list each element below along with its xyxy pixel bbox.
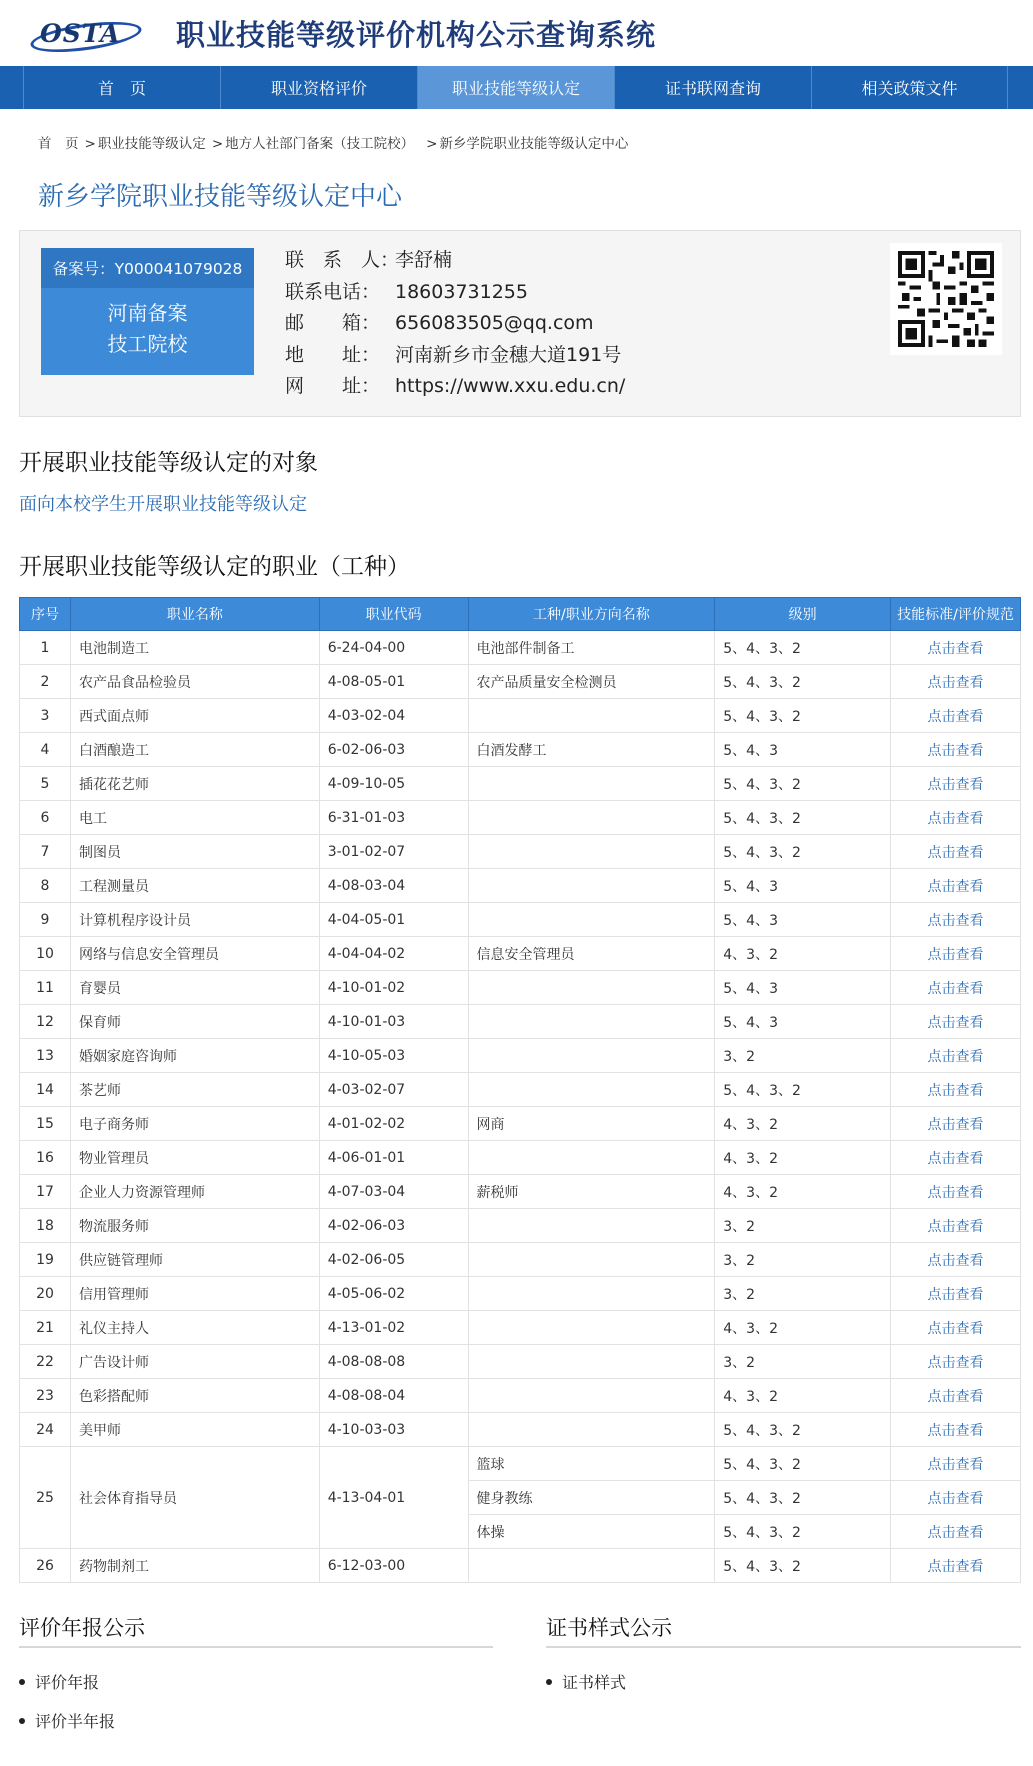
cell-no: 14	[20, 1073, 71, 1107]
table-row	[20, 699, 1021, 733]
cell-level: 4、3、2	[715, 1311, 891, 1345]
table-row	[20, 1277, 1021, 1311]
half-year-report-label[interactable]: 评价半年报	[35, 1712, 116, 1731]
cell-level: 5、4、3、2	[715, 699, 891, 733]
cell-no: 17	[20, 1175, 71, 1209]
bullet-icon	[19, 1718, 25, 1724]
address-label: 地 址：	[285, 343, 381, 366]
view-standard-link[interactable]: 点击查看	[891, 1515, 1021, 1549]
cell-no: 19	[20, 1243, 71, 1277]
table-row	[20, 1107, 1021, 1141]
osta-logo[interactable]	[26, 10, 146, 56]
cell-level: 5、4、3、2	[715, 1447, 891, 1481]
half-year-report-link[interactable]	[19, 1709, 115, 1732]
badge-line-type: 技工院校	[107, 332, 188, 356]
cell-occupation-code: 4-08-08-08	[319, 1345, 468, 1379]
cell-occupation-code: 6-12-03-00	[319, 1549, 468, 1583]
table-row	[20, 1073, 1021, 1107]
view-standard-link[interactable]: 点击查看	[891, 1005, 1021, 1039]
cell-occupation-name: 礼仪主持人	[70, 1311, 319, 1345]
view-standard-link[interactable]: 点击查看	[891, 1447, 1021, 1481]
cell-job-type	[468, 971, 715, 1005]
nav-qualification-evaluation[interactable]: 职业资格评价	[220, 66, 417, 109]
table-row	[20, 767, 1021, 801]
cell-occupation-code: 4-02-06-05	[319, 1243, 468, 1277]
cell-occupation-code: 4-05-06-02	[319, 1277, 468, 1311]
cell-level: 5、4、3、2	[715, 1515, 891, 1549]
table-row	[20, 1243, 1021, 1277]
view-standard-link[interactable]: 点击查看	[891, 767, 1021, 801]
cell-occupation-code: 4-04-05-01	[319, 903, 468, 937]
cell-job-type	[468, 767, 715, 801]
cell-no: 1	[20, 631, 71, 665]
cell-occupation-name: 保育师	[70, 1005, 319, 1039]
logo-text: OSTA	[40, 18, 121, 48]
record-number: 备案号：Y000041079028	[41, 248, 254, 288]
cell-no: 23	[20, 1379, 71, 1413]
divider	[546, 1646, 1021, 1648]
cell-occupation-code: 4-10-03-03	[319, 1413, 468, 1447]
contact-info	[285, 245, 625, 403]
nav-policy-documents[interactable]: 相关政策文件	[811, 66, 1008, 109]
table-row	[20, 971, 1021, 1005]
page-title: 新乡学院职业技能等级认定中心	[38, 182, 403, 212]
cell-job-type	[468, 1039, 715, 1073]
table-row	[20, 869, 1021, 903]
table-row	[20, 1175, 1021, 1209]
cell-job-type	[468, 1311, 715, 1345]
cell-job-type	[468, 1073, 715, 1107]
table-row	[20, 1005, 1021, 1039]
cell-job-type: 电池部件制备工	[468, 631, 715, 665]
annual-report-title: 评价年报公示	[19, 1616, 145, 1640]
cell-job-type	[468, 1345, 715, 1379]
nav-skill-level-certification[interactable]: 职业技能等级认定	[417, 66, 614, 109]
cell-level: 4、3、2	[715, 1175, 891, 1209]
cell-no: 5	[20, 767, 71, 801]
table-row	[20, 903, 1021, 937]
cell-job-type	[468, 1005, 715, 1039]
cell-level: 5、4、3	[715, 903, 891, 937]
table-row	[20, 1413, 1021, 1447]
view-standard-link[interactable]: 点击查看	[891, 1243, 1021, 1277]
view-standard-link[interactable]: 点击查看	[891, 1277, 1021, 1311]
cell-no: 7	[20, 835, 71, 869]
bullet-icon	[546, 1679, 552, 1685]
cell-job-type: 薪税师	[468, 1175, 715, 1209]
view-standard-link[interactable]: 点击查看	[891, 1549, 1021, 1583]
cell-level: 4、3、2	[715, 1379, 891, 1413]
cell-job-type	[468, 1243, 715, 1277]
cell-occupation-name: 电工	[70, 801, 319, 835]
table-header-row	[20, 598, 1021, 631]
section-target-text: 面向本校学生开展职业技能等级认定	[19, 494, 307, 515]
breadcrumb-separator-icon: >	[84, 136, 96, 152]
cell-occupation-code: 4-08-05-01	[319, 665, 468, 699]
cell-level: 5、4、3、2	[715, 1549, 891, 1583]
cell-occupation-code: 4-06-01-01	[319, 1141, 468, 1175]
section-jobs-title: 开展职业技能等级认定的职业（工种）	[19, 554, 410, 580]
cell-level: 5、4、3、2	[715, 665, 891, 699]
cell-no: 24	[20, 1413, 71, 1447]
cell-job-type	[468, 1209, 715, 1243]
cell-level: 4、3、2	[715, 937, 891, 971]
cell-occupation-name: 供应链管理师	[70, 1243, 319, 1277]
view-standard-link[interactable]: 点击查看	[891, 903, 1021, 937]
breadcrumb-skill-certification[interactable]: 职业技能等级认定	[97, 136, 206, 152]
email-value[interactable]: 656083505@qq.com	[395, 312, 594, 334]
cell-level: 5、4、3、2	[715, 1481, 891, 1515]
view-standard-link[interactable]: 点击查看	[891, 937, 1021, 971]
cell-occupation-code: 4-03-02-04	[319, 699, 468, 733]
view-standard-link[interactable]: 点击查看	[891, 699, 1021, 733]
breadcrumb-local-record[interactable]: 地方人社部门备案（技工院校）	[225, 136, 415, 152]
cell-job-type	[468, 1277, 715, 1311]
view-standard-link[interactable]: 点击查看	[891, 1379, 1021, 1413]
cell-occupation-name: 白酒酿造工	[70, 733, 319, 767]
cell-job-type	[468, 1141, 715, 1175]
cell-occupation-name: 社会体育指导员	[70, 1447, 319, 1549]
col-header-type: 工种/职业方向名称	[468, 598, 715, 631]
table-row	[20, 1209, 1021, 1243]
table-row	[20, 1345, 1021, 1379]
table-row	[20, 1141, 1021, 1175]
table-row	[20, 1311, 1021, 1345]
cell-no: 6	[20, 801, 71, 835]
view-standard-link[interactable]: 点击查看	[891, 1345, 1021, 1379]
view-standard-link[interactable]: 点击查看	[891, 1413, 1021, 1447]
cell-occupation-code: 4-08-03-04	[319, 869, 468, 903]
cell-occupation-name: 药物制剂工	[70, 1549, 319, 1583]
cell-occupation-name: 工程测量员	[70, 869, 319, 903]
cell-job-type	[468, 903, 715, 937]
cell-job-type	[468, 1413, 715, 1447]
cell-level: 3、2	[715, 1277, 891, 1311]
cell-occupation-name: 广告设计师	[70, 1345, 319, 1379]
cell-no: 26	[20, 1549, 71, 1583]
cell-occupation-code: 4-07-03-04	[319, 1175, 468, 1209]
cell-occupation-code: 4-01-02-02	[319, 1107, 468, 1141]
table-row	[20, 631, 1021, 665]
cell-occupation-code: 4-13-01-02	[319, 1311, 468, 1345]
table-row	[20, 1379, 1021, 1413]
cell-no: 8	[20, 869, 71, 903]
cell-occupation-code: 4-10-01-03	[319, 1005, 468, 1039]
cell-no: 11	[20, 971, 71, 1005]
record-badge	[41, 248, 254, 375]
section-target-title: 开展职业技能等级认定的对象	[19, 450, 318, 476]
table-row	[20, 937, 1021, 971]
view-standard-link[interactable]: 点击查看	[891, 1073, 1021, 1107]
cell-level: 5、4、3	[715, 733, 891, 767]
cell-occupation-name: 网络与信息安全管理员	[70, 937, 319, 971]
cell-no: 4	[20, 733, 71, 767]
cell-no: 21	[20, 1311, 71, 1345]
cell-level: 5、4、3、2	[715, 835, 891, 869]
cell-occupation-code: 4-13-04-01	[319, 1447, 468, 1549]
cell-level: 5、4、3、2	[715, 631, 891, 665]
view-standard-link[interactable]: 点击查看	[891, 1141, 1021, 1175]
view-standard-link[interactable]: 点击查看	[891, 1107, 1021, 1141]
cell-level: 5、4、3、2	[715, 1413, 891, 1447]
cell-occupation-name: 茶艺师	[70, 1073, 319, 1107]
view-standard-link[interactable]: 点击查看	[891, 733, 1021, 767]
cell-occupation-name: 企业人力资源管理师	[70, 1175, 319, 1209]
cell-no: 25	[20, 1447, 71, 1549]
view-standard-link[interactable]: 点击查看	[891, 1209, 1021, 1243]
cell-occupation-code: 4-10-01-02	[319, 971, 468, 1005]
view-standard-link[interactable]: 点击查看	[891, 835, 1021, 869]
cell-level: 5、4、3、2	[715, 1073, 891, 1107]
table-row	[20, 801, 1021, 835]
website-label: 网 址：	[285, 375, 381, 397]
cell-occupation-name: 育婴员	[70, 971, 319, 1005]
annual-report-link[interactable]	[19, 1670, 99, 1693]
cell-occupation-name: 婚姻家庭咨询师	[70, 1039, 319, 1073]
col-header-code: 职业代码	[319, 598, 468, 631]
cell-occupation-name: 计算机程序设计员	[70, 903, 319, 937]
cell-job-type: 健身教练	[468, 1481, 715, 1515]
cell-job-type: 白酒发酵工	[468, 733, 715, 767]
contact-person-label: 联 系 人：	[285, 249, 400, 271]
cell-no: 9	[20, 903, 71, 937]
cell-no: 2	[20, 665, 71, 699]
table-row	[20, 665, 1021, 699]
breadcrumb	[38, 132, 630, 152]
table-row	[20, 1549, 1021, 1583]
cell-occupation-name: 西式面点师	[70, 699, 319, 733]
cell-occupation-code: 4-04-04-02	[319, 937, 468, 971]
cell-occupation-code: 4-09-10-05	[319, 767, 468, 801]
cell-job-type	[468, 699, 715, 733]
col-header-level: 级别	[715, 598, 891, 631]
site-header	[0, 0, 1033, 66]
nav-home[interactable]: 首 页	[23, 66, 220, 109]
cell-level: 4、3、2	[715, 1107, 891, 1141]
cell-job-type	[468, 801, 715, 835]
occupation-table	[19, 597, 1021, 1583]
cell-occupation-code: 4-08-08-04	[319, 1379, 468, 1413]
certificate-style-label[interactable]: 证书样式	[562, 1673, 627, 1692]
col-header-standard: 技能标准/评价规范	[891, 598, 1021, 631]
cell-no: 18	[20, 1209, 71, 1243]
qr-code-icon	[890, 243, 1002, 355]
view-standard-link[interactable]: 点击查看	[891, 971, 1021, 1005]
cell-no: 12	[20, 1005, 71, 1039]
cell-level: 5、4、3	[715, 869, 891, 903]
site-title: 职业技能等级评价机构公示查询系统	[176, 17, 657, 52]
nav-certificate-query[interactable]: 证书联网查询	[614, 66, 811, 109]
breadcrumb-home[interactable]: 首 页	[38, 136, 79, 152]
certificate-style-title: 证书样式公示	[546, 1616, 672, 1640]
cell-job-type: 农产品质量安全检测员	[468, 665, 715, 699]
contact-person-value: 李舒楠	[395, 249, 453, 271]
col-header-no: 序号	[20, 598, 71, 631]
cell-no: 22	[20, 1345, 71, 1379]
cell-job-type	[468, 835, 715, 869]
cell-job-type	[468, 1379, 715, 1413]
view-standard-link[interactable]: 点击查看	[891, 1175, 1021, 1209]
table-row	[20, 733, 1021, 767]
breadcrumb-current: 新乡学院职业技能等级认定中心	[439, 136, 629, 152]
cell-job-type: 信息安全管理员	[468, 937, 715, 971]
cell-occupation-name: 电子商务师	[70, 1107, 319, 1141]
cell-job-type: 体操	[468, 1515, 715, 1549]
cell-level: 3、2	[715, 1345, 891, 1379]
main-nav	[0, 66, 1033, 109]
cell-occupation-name: 美甲师	[70, 1413, 319, 1447]
view-standard-link[interactable]: 点击查看	[891, 1481, 1021, 1515]
table-row	[20, 1039, 1021, 1073]
bullet-icon	[19, 1679, 25, 1685]
cell-occupation-name: 电池制造工	[70, 631, 319, 665]
cell-occupation-code: 4-10-05-03	[319, 1039, 468, 1073]
cell-level: 3、2	[715, 1209, 891, 1243]
view-standard-link[interactable]: 点击查看	[891, 801, 1021, 835]
cell-no: 10	[20, 937, 71, 971]
cell-level: 5、4、3、2	[715, 801, 891, 835]
cell-level: 3、2	[715, 1039, 891, 1073]
breadcrumb-separator-icon: >	[426, 136, 438, 152]
org-info-panel	[19, 230, 1021, 417]
view-standard-link[interactable]: 点击查看	[891, 869, 1021, 903]
cell-level: 5、4、3	[715, 1005, 891, 1039]
table-row	[20, 835, 1021, 869]
phone-label: 联系电话：	[285, 280, 381, 303]
breadcrumb-separator-icon: >	[211, 136, 224, 152]
cell-job-type	[468, 869, 715, 903]
cell-occupation-name: 插花花艺师	[70, 767, 319, 801]
badge-line-province: 河南备案	[107, 301, 188, 325]
cell-occupation-name: 物流服务师	[70, 1209, 319, 1243]
address-value: 河南新乡市金穗大道191号	[395, 343, 622, 366]
cell-occupation-code: 6-24-04-00	[319, 631, 468, 665]
cell-occupation-code: 4-02-06-03	[319, 1209, 468, 1243]
cell-level: 4、3、2	[715, 1141, 891, 1175]
cell-occupation-code: 6-31-01-03	[319, 801, 468, 835]
certificate-style-link[interactable]	[546, 1670, 626, 1693]
table-row	[20, 1447, 1021, 1481]
annual-report-label[interactable]: 评价年报	[35, 1673, 100, 1692]
col-header-name: 职业名称	[70, 598, 319, 631]
cell-level: 5、4、3、2	[715, 767, 891, 801]
email-label: 邮 箱：	[285, 312, 381, 334]
cell-job-type	[468, 1549, 715, 1583]
cell-no: 13	[20, 1039, 71, 1073]
view-standard-link[interactable]: 点击查看	[891, 665, 1021, 699]
cell-no: 15	[20, 1107, 71, 1141]
view-standard-link[interactable]: 点击查看	[891, 1311, 1021, 1345]
cell-no: 20	[20, 1277, 71, 1311]
cell-level: 3、2	[715, 1243, 891, 1277]
cell-occupation-code: 3-01-02-07	[319, 835, 468, 869]
cell-occupation-name: 制图员	[70, 835, 319, 869]
divider	[19, 1646, 493, 1648]
cell-job-type: 网商	[468, 1107, 715, 1141]
cell-occupation-name: 农产品食品检验员	[70, 665, 319, 699]
cell-occupation-name: 色彩搭配师	[70, 1379, 319, 1413]
cell-job-type: 篮球	[468, 1447, 715, 1481]
view-standard-link[interactable]: 点击查看	[891, 1039, 1021, 1073]
table-body	[20, 631, 1021, 1583]
cell-level: 5、4、3	[715, 971, 891, 1005]
cell-occupation-name: 信用管理师	[70, 1277, 319, 1311]
website-link[interactable]: https://www.xxu.edu.cn/	[395, 375, 626, 397]
view-standard-link[interactable]: 点击查看	[891, 631, 1021, 665]
cell-occupation-code: 6-02-06-03	[319, 733, 468, 767]
phone-value: 18603731255	[395, 280, 528, 303]
cell-no: 3	[20, 699, 71, 733]
cell-occupation-code: 4-03-02-07	[319, 1073, 468, 1107]
cell-occupation-name: 物业管理员	[70, 1141, 319, 1175]
cell-no: 16	[20, 1141, 71, 1175]
